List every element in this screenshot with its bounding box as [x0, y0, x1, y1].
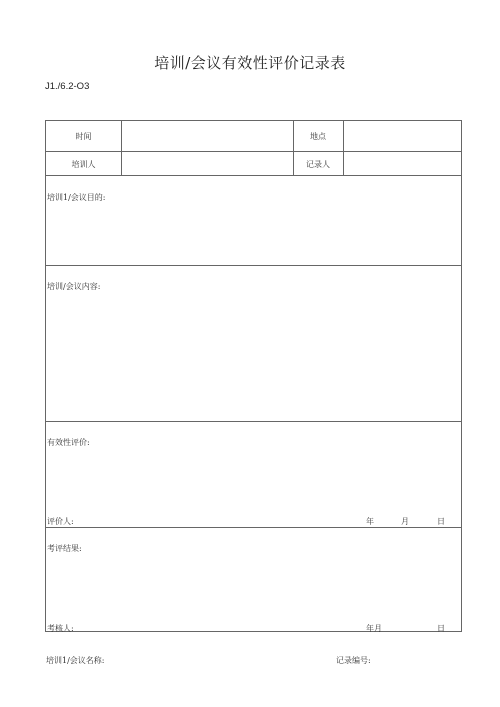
location-label: 地点: [310, 132, 326, 141]
trainer-label: 培训人: [71, 160, 96, 169]
assessment-label: 考评结果:: [47, 544, 82, 553]
record-number-label: 记录编号:: [336, 656, 371, 665]
time-label: 时间: [75, 132, 92, 141]
evaluation-label: 有效性评价:: [47, 438, 90, 447]
time-field[interactable]: [122, 122, 293, 150]
section-divider-1: [46, 265, 461, 266]
assess-year-month-label: 年月: [366, 624, 382, 633]
assessor-label: 考核人:: [47, 624, 74, 633]
section-divider-3: [46, 527, 461, 528]
eval-year-label: 年: [366, 517, 374, 526]
row-divider-2: [46, 175, 461, 176]
content-label: 培训/会议内容:: [47, 282, 101, 291]
trainer-field[interactable]: [122, 152, 293, 174]
section-divider-2: [46, 421, 461, 422]
page-title: 培训/会议有效性评价记录表: [154, 54, 346, 72]
assess-day-label: 日: [437, 624, 445, 633]
eval-day-label: 日: [437, 517, 445, 526]
form-code: J1./6.2-O3: [45, 81, 90, 92]
recorder-label: 记录人: [306, 160, 330, 169]
assessment-field[interactable]: [47, 558, 460, 618]
eval-month-label: 月: [401, 517, 409, 526]
evaluation-form: [45, 120, 462, 632]
purpose-label: 培训1/会议目的:: [47, 193, 106, 202]
evaluation-field[interactable]: [47, 452, 460, 512]
location-field[interactable]: [344, 122, 461, 150]
content-field[interactable]: [47, 296, 460, 419]
purpose-field[interactable]: [47, 207, 460, 264]
evaluator-label: 评价人:: [47, 517, 74, 526]
training-name-label: 培训1/会议名称:: [46, 656, 105, 665]
recorder-field[interactable]: [344, 152, 461, 174]
